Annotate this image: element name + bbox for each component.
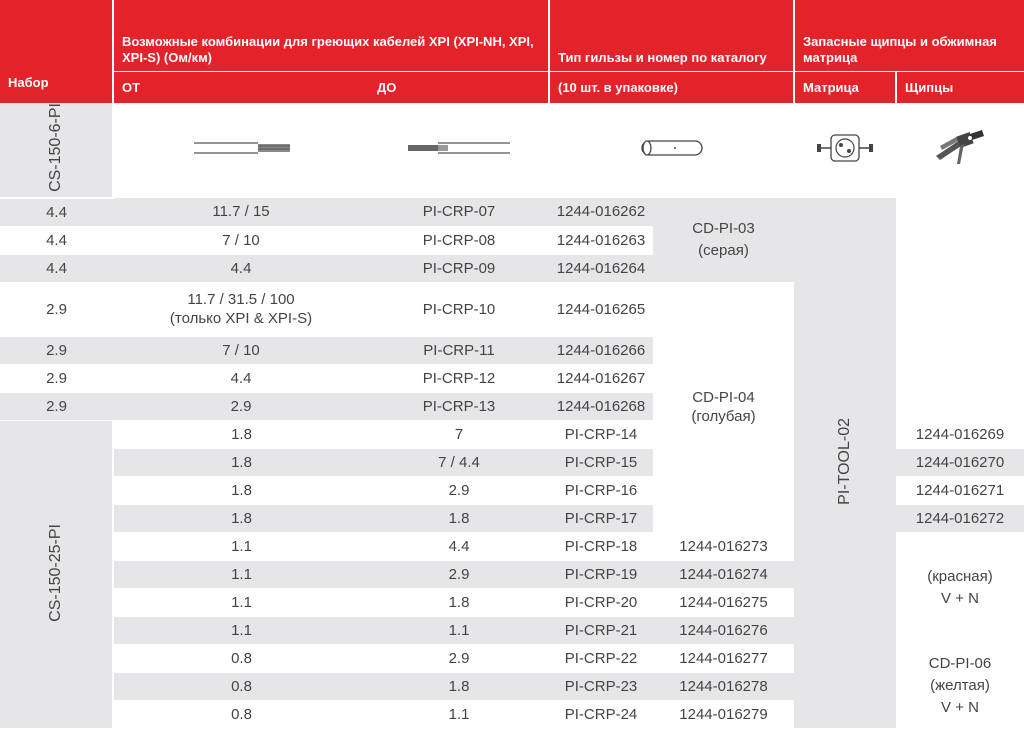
tool-cell	[794, 198, 896, 729]
catalog-number-cell: 1244-016262	[549, 198, 653, 227]
sleeve-type-cell: PI-CRP-10	[369, 282, 549, 336]
from-cell: 1.1	[113, 532, 369, 560]
from-cell: 2.9	[0, 282, 113, 336]
from-cell: 4.4	[0, 226, 113, 254]
to-cell: 2.9	[369, 476, 549, 504]
sleeve-type-cell: PI-CRP-20	[549, 588, 653, 616]
crimp-tool-icon	[896, 103, 1024, 198]
icon-row	[0, 103, 1024, 198]
matrix-cell	[896, 532, 1024, 644]
sleeve-type-cell: PI-CRP-17	[549, 504, 653, 532]
from-cell: 1.8	[113, 420, 369, 448]
catalog-number-cell: 1244-016273	[653, 532, 794, 560]
kit-cell-1	[0, 103, 113, 198]
to-cell	[113, 282, 369, 336]
sleeve-type-cell: PI-CRP-09	[369, 254, 549, 282]
to-cell: 2.9	[369, 560, 549, 588]
sleeve-type-cell: PI-CRP-23	[549, 672, 653, 700]
sleeve-type-cell: PI-CRP-24	[549, 700, 653, 728]
catalog-number-cell: 1244-016270	[896, 448, 1024, 476]
from-cell: 4.4	[0, 198, 113, 227]
to-cell: 7	[369, 420, 549, 448]
kit-name: CS-150-6-PI	[47, 103, 64, 192]
to-cell: 4.4	[113, 364, 369, 392]
matrix-line2: (желтая)	[930, 677, 990, 695]
stripped-cable-icon	[369, 103, 549, 198]
from-cell: 0.8	[113, 644, 369, 672]
to-header: ДО	[369, 72, 549, 104]
header-row-top	[0, 0, 1024, 72]
from-cell: 1.8	[113, 504, 369, 532]
matrix-line2: (голубая)	[691, 408, 756, 426]
to-cell: 1.1	[369, 616, 549, 644]
catalog-number-cell: 1244-016268	[549, 392, 653, 420]
to-cell: 7 / 4.4	[369, 448, 549, 476]
catalog-number-cell: 1244-016263	[549, 226, 653, 254]
matrix-cell	[896, 644, 1024, 728]
sleeve-type-cell: PI-CRP-22	[549, 644, 653, 672]
catalog-number-cell: 1244-016278	[653, 672, 794, 700]
to-cell: 2.9	[113, 392, 369, 420]
from-cell: 4.4	[0, 254, 113, 282]
sleeve-type-cell: PI-CRP-07	[369, 198, 549, 227]
catalog-number-cell: 1244-016271	[896, 476, 1024, 504]
sleeve-type-cell: PI-CRP-14	[549, 420, 653, 448]
from-cell: 2.9	[0, 336, 113, 364]
sleeve-type-cell: PI-CRP-15	[549, 448, 653, 476]
to-cell: 4.4	[113, 254, 369, 282]
matrix-header: Матрица	[794, 72, 896, 104]
from-cell: 1.1	[113, 588, 369, 616]
from-cell: 2.9	[0, 364, 113, 392]
from-cell: 1.1	[113, 616, 369, 644]
sleeve-type-cell: PI-CRP-16	[549, 476, 653, 504]
from-cell: 0.8	[113, 700, 369, 728]
catalog-number-cell: 1244-016266	[549, 336, 653, 364]
kit-cell-2	[0, 420, 113, 728]
catalog-number-cell: 1244-016276	[653, 616, 794, 644]
matrix-line1: CD-PI-04	[692, 389, 755, 407]
matrix-cell	[653, 282, 794, 532]
catalog-number-cell: 1244-016275	[653, 588, 794, 616]
catalog-number-cell: 1244-016269	[896, 420, 1024, 448]
catalog-number-cell: 1244-016272	[896, 504, 1024, 532]
catalog-number-cell: 1244-016267	[549, 364, 653, 392]
matrix-cell	[653, 198, 794, 283]
catalog-number-cell: 1244-016279	[653, 700, 794, 728]
sleeve-subheader: (10 шт. в упаковке)	[549, 72, 794, 104]
from-cell: 1.8	[113, 476, 369, 504]
from-cell: 0.8	[113, 672, 369, 700]
from-cell: 2.9	[0, 392, 113, 420]
from-header: ОТ	[113, 72, 369, 104]
catalog-number-cell: 1244-016277	[653, 644, 794, 672]
matrix-line2: (красная)	[927, 568, 993, 586]
to-cell: 4.4	[369, 532, 549, 560]
sleeve-type-cell: PI-CRP-21	[549, 616, 653, 644]
sleeve-type-cell: PI-CRP-08	[369, 226, 549, 254]
sleeve-type-cell: PI-CRP-11	[369, 336, 549, 364]
from-cell: 1.8	[113, 448, 369, 476]
cable-end-icon	[113, 103, 369, 198]
tool-name: PI-TOOL-02	[836, 417, 853, 505]
to-cell: 1.8	[369, 504, 549, 532]
catalog-number-cell: 1244-016264	[549, 254, 653, 282]
matrix-line1: CD-PI-06	[928, 655, 992, 673]
tool-header: Щипцы	[896, 72, 1024, 104]
catalog-number-cell: 1244-016274	[653, 560, 794, 588]
header-row-bottom	[0, 72, 1024, 104]
to-cell: 1.8	[369, 672, 549, 700]
sleeve-type-cell: PI-CRP-19	[549, 560, 653, 588]
to-cell: 1.8	[369, 588, 549, 616]
matrix-line2: (серая)	[698, 241, 749, 259]
sleeve-type-cell: PI-CRP-13	[369, 392, 549, 420]
matrix-line3: V + N	[941, 590, 979, 608]
to-value: 11.7 / 31.5 / 100	[187, 291, 295, 309]
table-row	[0, 198, 1024, 227]
sleeve-type-cell: PI-CRP-18	[549, 532, 653, 560]
to-cell: 7 / 10	[113, 336, 369, 364]
kit-header: Набор	[0, 0, 113, 103]
crimp-matrix-icon	[794, 103, 896, 198]
from-cell: 1.1	[113, 560, 369, 588]
matrix-line3: V + N	[941, 699, 979, 717]
combos-header: Возможные комбинации для греющих кабелей XPI (XPI-NH, XPI, XPI-S) (Ом/км)	[113, 0, 549, 72]
matrix-line1: CD-PI-03	[692, 219, 755, 237]
to-cell: 1.1	[369, 700, 549, 728]
sleeve-header: Тип гильзы и номер по каталогу	[549, 0, 794, 72]
to-note: (только XPI & XPI-S)	[169, 310, 313, 328]
kit-name: CS-150-25-PI	[47, 523, 64, 622]
sleeve-icon	[549, 103, 794, 198]
sleeve-type-cell: PI-CRP-12	[369, 364, 549, 392]
to-cell: 2.9	[369, 644, 549, 672]
spare-header: Запасные щипцы и обжимная матрица	[794, 0, 1024, 72]
catalog-number-cell: 1244-016265	[549, 282, 653, 336]
to-cell: 7 / 10	[113, 226, 369, 254]
to-cell: 11.7 / 15	[113, 198, 369, 227]
